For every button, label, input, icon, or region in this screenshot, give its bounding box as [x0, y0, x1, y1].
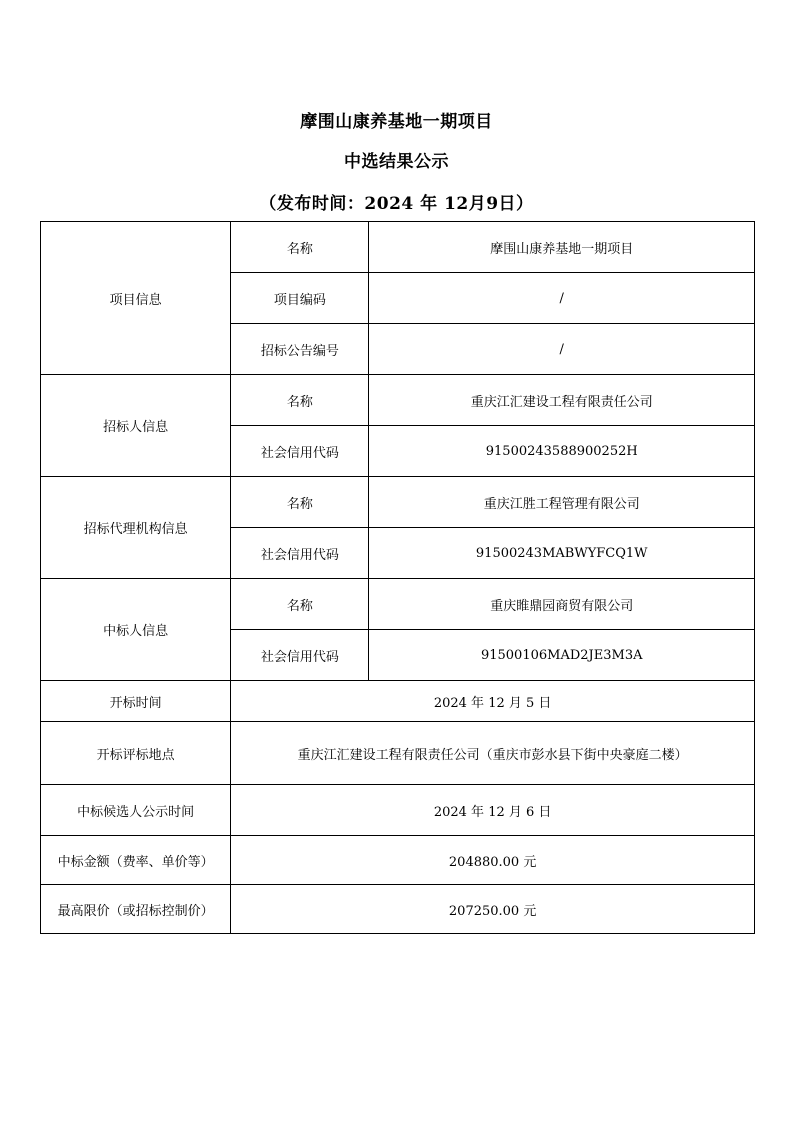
document-title: 中选结果公示: [344, 152, 449, 172]
project-code-value: /: [369, 273, 755, 324]
row-label: 社会信用代码: [231, 426, 369, 477]
max-price-value: 207250.00 元: [231, 885, 755, 934]
section-project-info: 项目信息: [41, 222, 231, 375]
open-time-label: 开标时间: [41, 681, 231, 722]
notice-number-value: /: [369, 324, 755, 375]
bid-amount-value: 204880.00 元: [231, 836, 755, 885]
table-row: [41, 722, 755, 785]
table-row: [41, 785, 755, 836]
section-agency: 招标代理机构信息: [41, 477, 231, 579]
table-row: [41, 375, 755, 426]
publicity-time-label: 中标候选人公示时间: [41, 785, 231, 836]
open-time-value: 2024 年 12 月 5 日: [231, 681, 755, 722]
project-title: 摩围山康养基地一期项目: [300, 112, 493, 132]
location-label: 开标评标地点: [41, 722, 231, 785]
row-label: 名称: [231, 579, 369, 630]
row-label: 名称: [231, 375, 369, 426]
row-label: 招标公告编号: [231, 324, 369, 375]
tenderer-name-value: 重庆江汇建设工程有限责任公司: [369, 375, 755, 426]
agency-credit-value: 91500243MABWYFCQ1W: [369, 528, 755, 579]
table-row: [41, 681, 755, 722]
table-row: [41, 579, 755, 630]
winner-name-value: 重庆睢鼎园商贸有限公司: [369, 579, 755, 630]
location-value: 重庆江汇建设工程有限责任公司（重庆市彭水县下街中央豪庭二楼）: [231, 722, 755, 785]
row-label: 社会信用代码: [231, 528, 369, 579]
tenderer-credit-value: 91500243588900252H: [369, 426, 755, 477]
table-row: [41, 836, 755, 885]
bid-amount-label: 中标金额（费率、单价等）: [41, 836, 231, 885]
publicity-time-value: 2024 年 12 月 6 日: [231, 785, 755, 836]
max-price-label: 最高限价（或招标控制价）: [41, 885, 231, 934]
row-label: 社会信用代码: [231, 630, 369, 681]
table-row: [41, 477, 755, 528]
project-name-value: 摩围山康养基地一期项目: [369, 222, 755, 273]
section-tenderer: 招标人信息: [41, 375, 231, 477]
row-label: 名称: [231, 222, 369, 273]
section-winner: 中标人信息: [41, 579, 231, 681]
row-label: 项目编码: [231, 273, 369, 324]
winner-credit-value: 91500106MAD2JE3M3A: [369, 630, 755, 681]
table-row: [41, 222, 755, 273]
row-label: 名称: [231, 477, 369, 528]
table-row: [41, 885, 755, 934]
result-table: [40, 221, 755, 934]
publish-date: （发布时间：2024 年 12月9日）: [259, 194, 534, 214]
agency-name-value: 重庆江胜工程管理有限公司: [369, 477, 755, 528]
